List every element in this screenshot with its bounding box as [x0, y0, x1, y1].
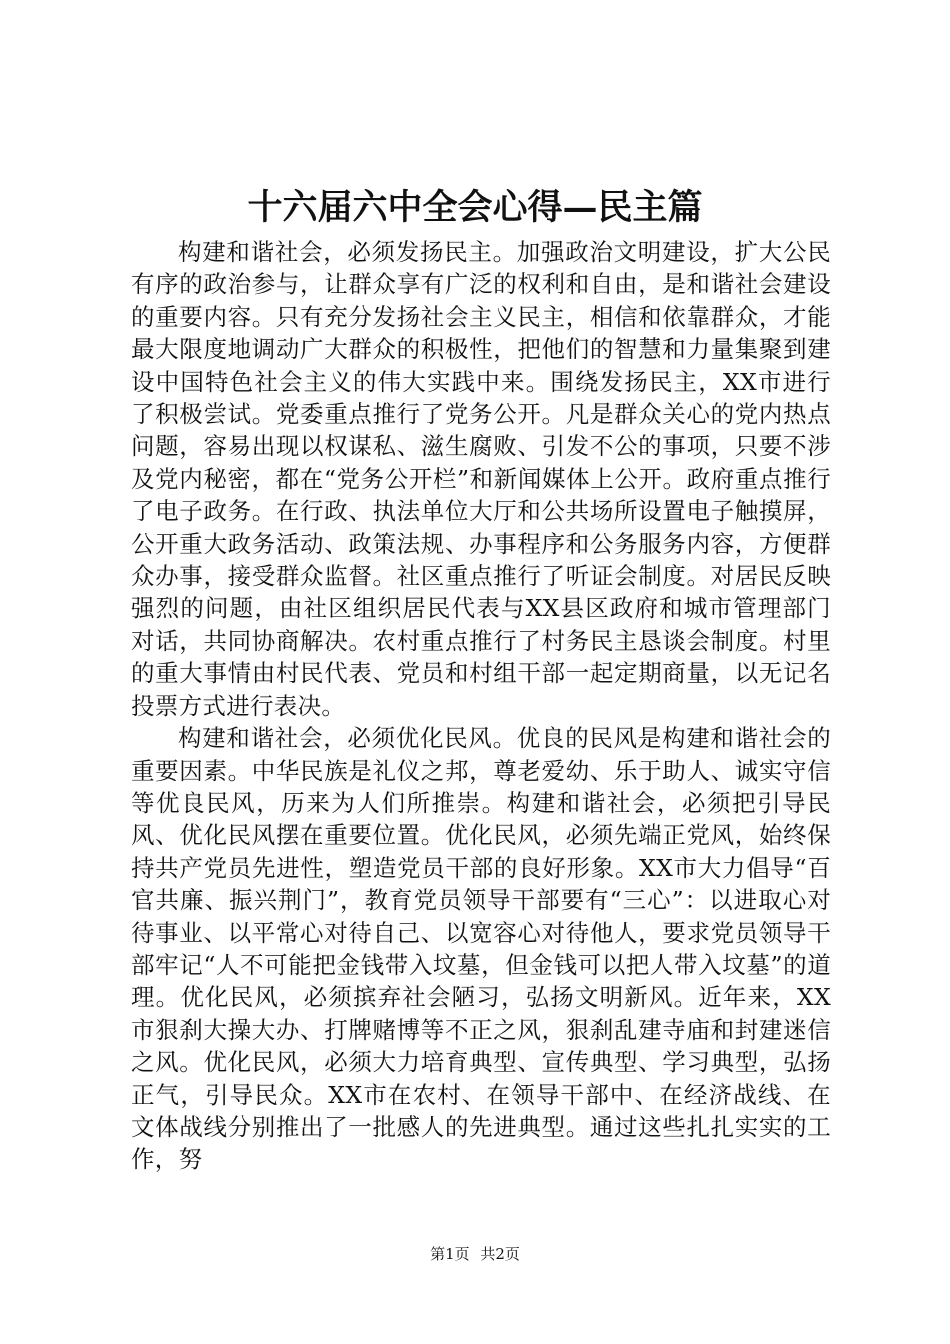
page-number: 第1页 — [430, 1245, 470, 1263]
paragraph-democracy: 构建和谐社会，必须发扬民主。加强政治文明建设，扩大公民有序的政治参与，让群众享有广泛的权利和自由，是和谐社会建设的重要内容。只有充分发扬社会主义民主，相信和依靠群众，才能最大限度地调动广大群众的积极性，把他们的智慧和力量集聚到建设中国特色社会主义的伟大实践中来。围绕发扬民主，XX市进行了积极尝试。党委重点推行了党务公开。凡是群众关心的党内热点问题，容易出现以权谋私、滋生腐败、引发不公的事项，只要不涉及党内秘密，都在“党务公开栏”和新闻媒体上公开。政府重点推行了电子政务。在行政、执法单位大厅和公共场所设置电子触摸屏，公开重大政务活动、政策法规、办事程序和公务服务内容，方便群众办事，接受群众监督。社区重点推行了听证会制度。对居民反映强烈的问题，由社区组织居民代表与XX县区政府和城市管理部门对话，共同协商解决。农村重点推行了村务民主恳谈会制度。村里的重大事情由村民代表、党员和村组干部一起定期商量，以无记名投票方式进行表决。 — [131, 238, 831, 720]
document-body — [131, 236, 831, 1176]
paragraph-folkways: 构建和谐社会，必须优化民风。优良的民风是构建和谐社会的重要因素。中华民族是礼仪之邦，尊老爱幼、乐于助人、诚实守信等优良民风，历来为人们所推崇。构建和谐社会，必须把引导民风、优化民风摆在重要位置。优化民风，必须先端正党风，始终保持共产党员先进性，塑造党员干部的良好形象。XX市大力倡导“百官共廉、振兴荆门”，教育党员领导干部要有“三心”：以进取心对待事业、以平常心对待自己、以宽容心对待他人，要求党员领导干部牢记“人不可能把金钱带入坟墓，但金钱可以把人带入坟墓”的道理。优化民风，必须摈弃社会陋习，弘扬文明新风。近年来，XX市狠刹大操大办、打牌赌博等不正之风，狠刹乱建寺庙和封建迷信之风。优化民风，必须大力培育典型、宣传典型、学习典型，弘扬正气，引导民众。XX市在农村、在领导干部中、在经济战线、在文体战线分别推出了一批感人的先进典型。通过这些扎扎实实的工作，努 — [131, 724, 831, 1174]
page-footer — [0, 1243, 950, 1265]
document-title: 十六届六中全会心得—民主篇 — [247, 187, 703, 228]
page-total: 共2页 — [480, 1245, 520, 1263]
